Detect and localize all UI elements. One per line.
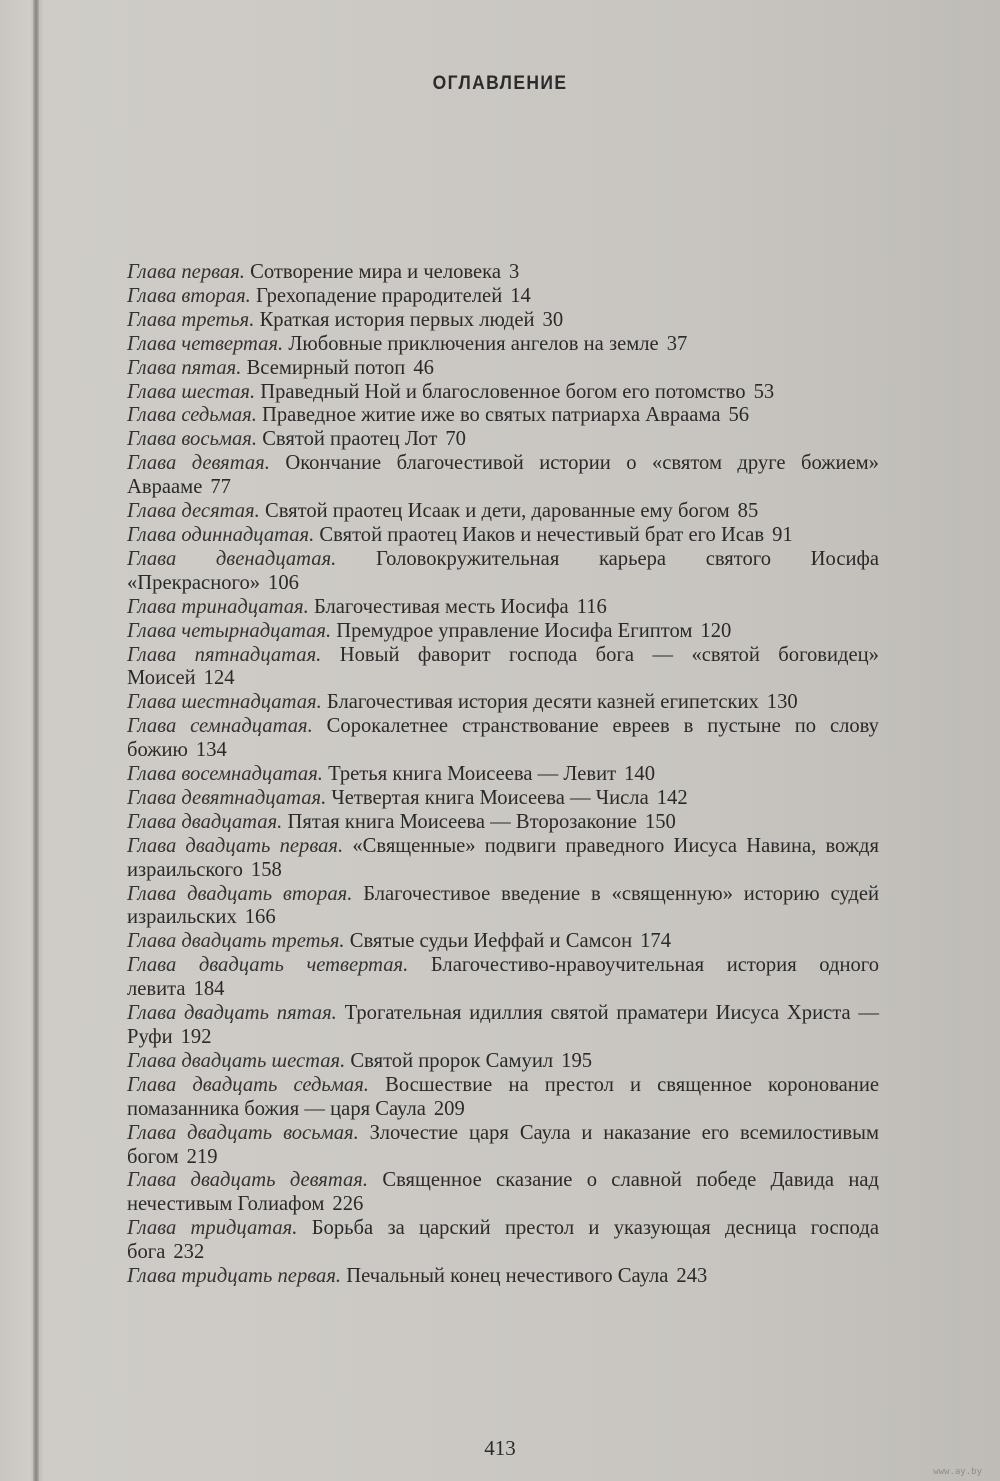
chapter-title: Краткая история первых людей <box>259 308 535 331</box>
chapter-label: Глава восемнадцатая. <box>127 763 323 786</box>
toc-entry <box>127 811 879 835</box>
chapter-label: Глава девятнадцатая. <box>127 786 327 809</box>
chapter-label: Глава двадцать пятая. <box>127 1002 337 1025</box>
watermark: www.ay.by <box>933 1467 982 1477</box>
toc-entry <box>127 1074 879 1122</box>
chapter-label: Глава двадцать третья. <box>127 930 345 953</box>
chapter-page-number: 77 <box>210 476 231 499</box>
chapter-page-number: 150 <box>644 810 676 833</box>
chapter-label: Глава тридцать первая. <box>127 1265 342 1288</box>
chapter-label: Глава двадцать седьмая. <box>127 1073 369 1096</box>
chapter-label: Глава пятнадцатая. <box>127 643 322 666</box>
toc-entry <box>127 333 879 357</box>
table-of-contents <box>127 261 879 1289</box>
chapter-label: Глава одиннадцатая. <box>127 523 315 546</box>
page-number: 413 <box>484 1436 516 1460</box>
chapter-page-number: 91 <box>772 523 793 546</box>
chapter-label: Глава пятая. <box>127 356 242 379</box>
chapter-title: Любовные приключения ангелов на земле <box>288 332 659 355</box>
toc-entry <box>127 787 879 811</box>
toc-entry <box>127 1050 879 1074</box>
toc-entry <box>127 357 879 381</box>
chapter-page-number: 184 <box>193 978 225 1001</box>
chapter-title: Новый фаворит господа бога — «святой боговидец» Моисей <box>127 643 879 690</box>
toc-entry <box>127 954 879 1002</box>
chapter-label: Глава двадцатая. <box>127 810 283 833</box>
chapter-page-number: 14 <box>510 284 531 307</box>
toc-entry <box>127 691 879 715</box>
chapter-title: Священное сказание о славной победе Давида над нечестивым Голиафом <box>127 1169 879 1216</box>
chapter-title: Грехопадение прародителей <box>255 284 503 307</box>
chapter-page-number: 140 <box>624 763 655 786</box>
chapter-title: Четвертая книга Моисеева — Числа <box>331 786 649 809</box>
toc-entry <box>127 596 879 620</box>
chapter-page-number: 134 <box>195 739 227 762</box>
chapter-label: Глава тридцатая. <box>127 1217 298 1240</box>
chapter-page-number: 30 <box>542 308 564 331</box>
toc-entry <box>127 500 879 524</box>
book-gutter-shadow <box>33 0 39 1481</box>
chapter-label: Глава семнадцатая. <box>127 715 313 738</box>
toc-entry <box>127 381 879 405</box>
toc-entry <box>127 1122 879 1170</box>
chapter-title: Праведное житие иже во святых патриарха Авраама <box>262 404 721 427</box>
chapter-page-number: 174 <box>640 930 671 953</box>
chapter-label: Глава двадцать шестая. <box>127 1049 346 1072</box>
toc-entry <box>127 1169 879 1217</box>
toc-entry <box>127 1217 879 1265</box>
chapter-label: Глава двадцать вторая. <box>127 882 353 905</box>
chapter-title: Сорокалетнее странствование евреев в пустыне по слову божию <box>127 715 879 762</box>
toc-entry <box>127 715 879 763</box>
chapter-page-number: 130 <box>766 691 798 714</box>
chapter-title: Благочестиво-нравоучительная история одного левита <box>127 954 879 1001</box>
chapter-page-number: 166 <box>244 906 276 929</box>
chapter-page-number: 158 <box>250 858 282 881</box>
chapter-label: Глава третья. <box>127 308 255 331</box>
toc-entry <box>127 1265 879 1289</box>
chapter-page-number: 70 <box>445 428 466 451</box>
toc-entry <box>127 524 879 548</box>
chapter-page-number: 226 <box>332 1193 364 1216</box>
chapter-label: Глава двадцать четвертая. <box>127 954 409 977</box>
chapter-title: Святые судьи Иеффай и Самсон <box>349 930 633 953</box>
toc-entry <box>127 261 879 285</box>
chapter-label: Глава десятая. <box>127 500 260 523</box>
chapter-page-number: 85 <box>737 500 759 523</box>
chapter-title: Праведный Ной и благословенное богом его потомство <box>260 380 746 403</box>
toc-entry <box>127 763 879 787</box>
chapter-label: Глава шестая. <box>127 380 256 403</box>
chapter-title: Злочестие царя Саула и наказание его всемилостивым богом <box>127 1121 879 1168</box>
chapter-page-number: 195 <box>561 1049 593 1072</box>
toc-entry <box>127 548 879 596</box>
chapter-label: Глава четвертая. <box>127 332 284 355</box>
page-title: ОГЛАВЛЕНИЕ <box>432 73 568 94</box>
chapter-page-number: 232 <box>173 1241 205 1264</box>
chapter-title: «Священные» подвиги праведного Иисуса Навина, вождя израильского <box>127 834 880 881</box>
chapter-label: Глава двадцать девятая. <box>127 1169 369 1192</box>
chapter-title: Премудрое управление Иосифа Египтом <box>336 619 693 642</box>
chapter-label: Глава первая. <box>127 261 245 283</box>
toc-entry <box>127 428 879 452</box>
toc-entry <box>127 835 879 883</box>
chapter-title: Головокружительная карьера святого Иосифа «Прекрасного» <box>127 547 879 594</box>
chapter-title: Всемирный потоп <box>246 356 406 379</box>
chapter-page-number: 56 <box>728 404 750 427</box>
toc-entry <box>127 620 879 644</box>
chapter-page-number: 116 <box>576 595 607 618</box>
chapter-label: Глава восьмая. <box>127 428 258 451</box>
chapter-title: Борьба за царский престол и указующая десница господа бога <box>127 1217 879 1264</box>
chapter-title: Благочестивая месть Иосифа <box>313 595 569 618</box>
toc-entry <box>127 309 879 333</box>
chapter-label: Глава девятая. <box>127 452 270 475</box>
chapter-title: Святой праотец Лот <box>262 428 438 451</box>
chapter-title: Святой праотец Исаак и дети, дарованные ему богом <box>264 500 730 523</box>
chapter-title: Восшествие на престол и священное коронование помазанника божия — царя Саула <box>127 1073 879 1120</box>
chapter-title: Святой праотец Иаков и нечестивый брат его Исав <box>319 523 765 546</box>
chapter-page-number: 124 <box>203 667 235 690</box>
chapter-title: Печальный конец нечестивого Саула <box>346 1265 669 1288</box>
toc-entry <box>127 644 879 692</box>
chapter-title: Третья книга Моисеева — Левит <box>328 763 617 786</box>
chapter-label: Глава двадцать первая. <box>127 834 344 857</box>
chapter-page-number: 192 <box>180 1026 212 1048</box>
toc-entry <box>127 452 879 500</box>
chapter-page-number: 37 <box>666 332 688 355</box>
chapter-title: Трогательная идиллия святой праматери Иисуса Христа — Руфи <box>127 1002 879 1048</box>
chapter-label: Глава тринадцатая. <box>127 595 309 618</box>
chapter-label: Глава четырнадцатая. <box>127 619 332 642</box>
chapter-page-number: 209 <box>433 1097 465 1120</box>
toc-entry <box>127 1002 879 1050</box>
chapter-title: Окончание благочестивой истории о «святом друге божием» Аврааме <box>127 452 879 499</box>
chapter-title: Святой пророк Самуил <box>350 1049 554 1072</box>
chapter-label: Глава двенадцатая. <box>127 547 337 570</box>
chapter-page-number: 3 <box>508 261 520 283</box>
chapter-page-number: 243 <box>676 1265 708 1288</box>
toc-entry <box>127 930 879 954</box>
chapter-label: Глава двадцать восьмая. <box>127 1121 359 1144</box>
chapter-page-number: 46 <box>413 356 434 379</box>
chapter-label: Глава шестнадцатая. <box>127 691 322 714</box>
chapter-page-number: 142 <box>656 786 688 809</box>
chapter-page-number: 120 <box>700 619 732 642</box>
toc-entry <box>127 404 879 428</box>
toc-entry <box>127 285 879 309</box>
chapter-label: Глава седьмая. <box>127 404 257 427</box>
chapter-title: Благочестивое введение в «священную» историю судей израильских <box>127 882 879 929</box>
chapter-page-number: 219 <box>186 1145 218 1168</box>
chapter-title: Сотворение мира и человека <box>250 261 501 283</box>
chapter-page-number: 106 <box>268 571 299 594</box>
chapter-page-number: 53 <box>753 380 775 403</box>
chapter-label: Глава вторая. <box>127 284 251 307</box>
toc-entry <box>127 883 879 931</box>
chapter-title: Благочестивая история десяти казней египетских <box>326 691 759 714</box>
chapter-title: Пятая книга Моисеева — Второзаконие <box>287 810 637 833</box>
